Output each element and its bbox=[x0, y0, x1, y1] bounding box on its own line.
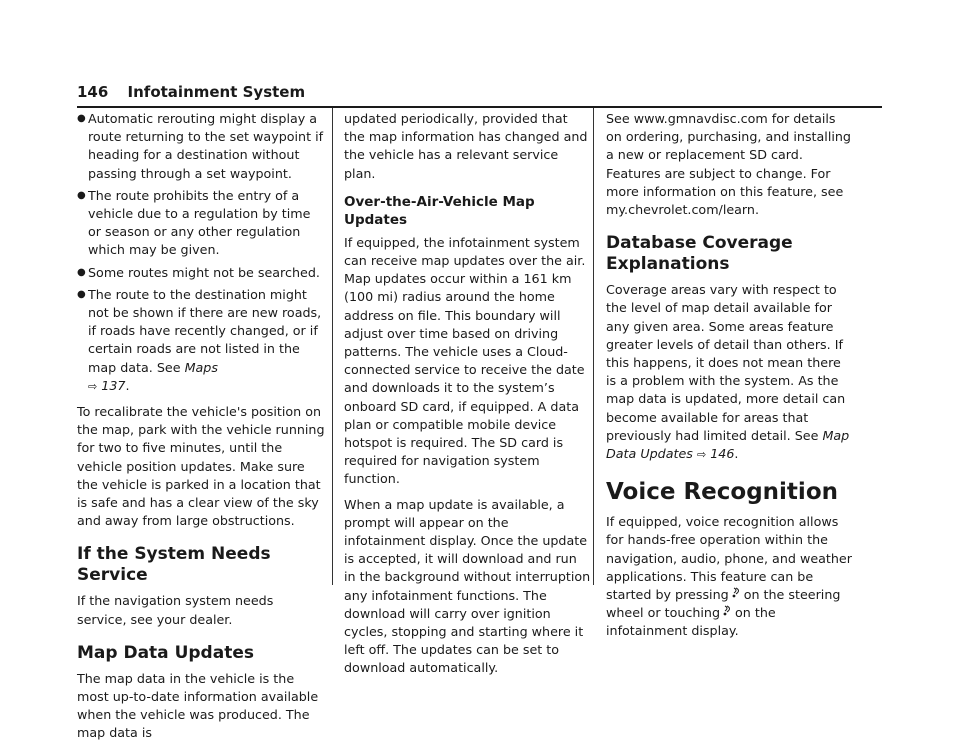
service-paragraph: If the navigation system needs service, see your dealer. bbox=[77, 593, 274, 627]
heading-map-data-updates: Map Data Updates bbox=[77, 642, 254, 663]
column-2 bbox=[344, 110, 592, 685]
maps-page-ref[interactable]: 137 bbox=[101, 377, 126, 393]
heading-system-service: If the System Needs Service bbox=[77, 544, 271, 586]
voice-command-icon bbox=[732, 586, 741, 604]
bullet-icon: ● bbox=[77, 288, 86, 300]
list-item: ● The route prohibits the entry of a vehicle due to a regulation by time or season or any other regulation which may be given. bbox=[77, 187, 311, 258]
maps-link[interactable]: Maps bbox=[184, 359, 218, 375]
list-item: ● The route to the destination might not be shown if there are new roads, if roads have recently changed, or if certain roads are not listed in the map data. See Maps ⇨ 137. bbox=[77, 286, 322, 393]
map-data-paragraph-cont: updated periodically, provided that the map information has changed and the vehicle has a relevant service plan. bbox=[344, 111, 588, 181]
map-data-page-ref[interactable]: 146 bbox=[710, 446, 735, 462]
column-divider bbox=[332, 108, 333, 585]
bullet-icon: ● bbox=[77, 266, 86, 278]
column-1 bbox=[77, 110, 325, 750]
heading-ota-updates: Over-the-Air-Vehicle Map Updates bbox=[344, 193, 535, 228]
map-data-paragraph: The map data in the vehicle is the most up-to-date information available when the vehicle was produced. The map data is bbox=[77, 670, 319, 741]
ota-paragraph-2: When a map update is available, a prompt will appear on the infotainment display. Once the update is accepted, it will download and run in the background without interruption any infotainment functions. The download will carry over ignition cycles, stopping and starting where it left off. The updates can be set to download automatically. bbox=[344, 496, 591, 676]
heading-voice-recognition: Voice Recognition bbox=[606, 479, 838, 506]
sd-card-paragraph: See www.gmnavdisc.com for details on ordering, purchasing, and installing a new or replacement SD card. Features are subject to change. For more information on this feature, see my.chevrolet.com/learn. bbox=[606, 111, 851, 218]
voice-command-icon bbox=[723, 604, 732, 622]
list-item: ● Automatic rerouting might display a route returning to the set waypoint if heading for a destination without passing through a set waypoint. bbox=[77, 111, 324, 181]
bullet-icon: ● bbox=[77, 113, 86, 124]
bullet-list bbox=[77, 110, 325, 396]
page-ref-arrow-icon: ⇨ bbox=[88, 379, 98, 393]
page-number: 146 bbox=[77, 83, 109, 101]
page-header bbox=[77, 83, 305, 101]
recalibrate-paragraph: To recalibrate the vehicle's position on the map, park with the vehicle running for two to five minutes, until the vehicle position updates. Make sure the vehicle is parked in a location that is safe and has a clear view of the sky and away from large obstructions. bbox=[77, 404, 325, 529]
header-rule bbox=[77, 106, 882, 108]
coverage-paragraph: Coverage areas vary with respect to the level of map detail available for any given area. Some areas feature greater levels of detail than others. If this happens, it does not mean there is a problem with the system. As the map data is updated, more detail can become available for areas that previously had limited detail. See Map Data Updates ⇨ 146. bbox=[606, 282, 850, 462]
heading-database-coverage: Database Coverage Explanations bbox=[606, 233, 793, 275]
page-ref-arrow-icon: ⇨ bbox=[696, 448, 707, 462]
section-title: Infotainment System bbox=[127, 83, 306, 101]
bullet-icon: ● bbox=[77, 189, 86, 201]
map-data-updates-link[interactable]: Map Data Updates bbox=[606, 427, 850, 462]
column-divider bbox=[593, 108, 594, 585]
list-item: ● Some routes might not be searched. bbox=[77, 264, 325, 282]
voice-paragraph: If equipped, voice recognition allows for hands-free operation within the navigation, audio, phone, and weather applications. This feature can be started by pressing on the steering wheel or touching on the infotainment display. bbox=[606, 514, 852, 639]
ota-paragraph-1: If equipped, the infotainment system can receive map updates over the air. Map updates occur within a 161 km (100 mi) radius around the home address on file. This boundary will adjust over time based on driving patterns. The vehicle uses a Cloud-connected service to receive the date and downloads it to the system’s onboard SD card, if equipped. A data plan or compatible mobile device hotspot is required. The SD card is required for navigation system function. bbox=[344, 234, 586, 487]
column-3 bbox=[606, 110, 854, 648]
